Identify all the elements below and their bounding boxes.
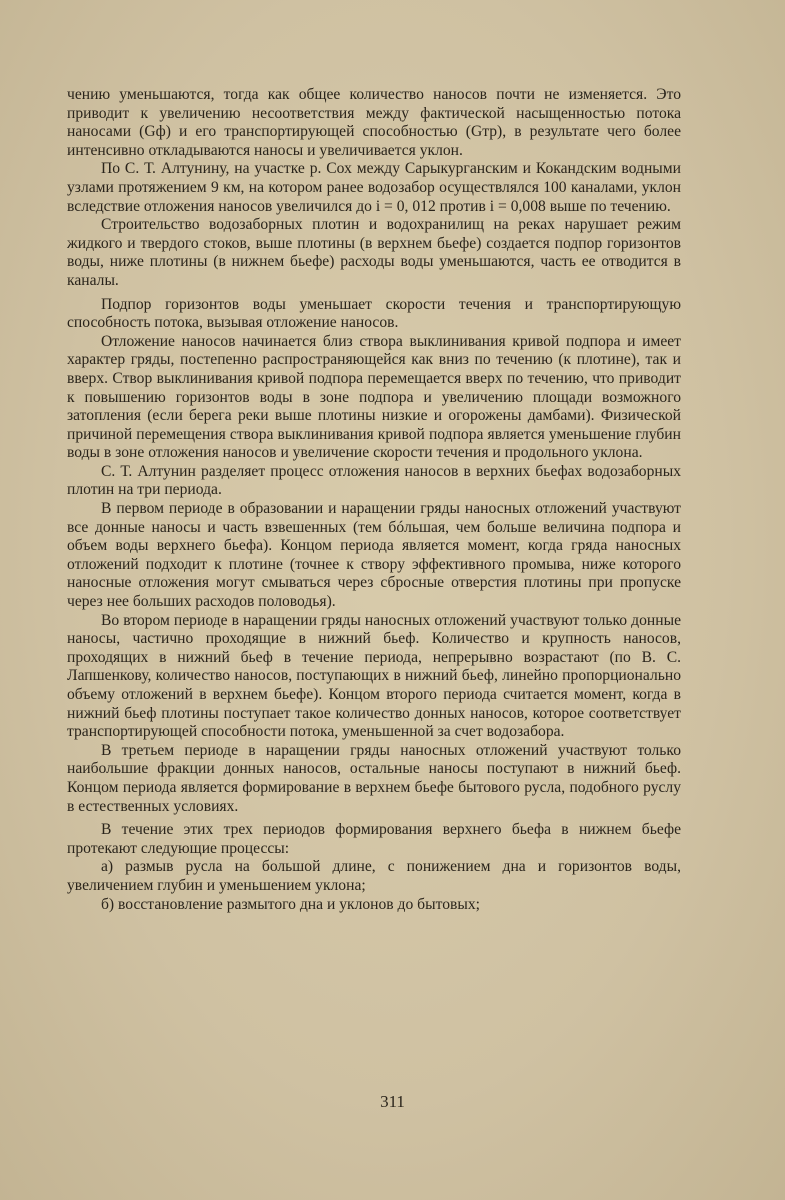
paragraph-6: С. Т. Алтунин разделяет процесс отложения наносов в верхних бьефах водозаборных плотин на три периода. (67, 462, 681, 499)
paragraph-5: Отложение наносов начинается близ створа выклинивания кривой подпора и имеет характер гряды, постепенно распространяющейся как вниз по течению (к плотине), так и вверх. Створ выклинивания кривой подпора перемещается вверх по течению, что приводит к повышению горизонтов воды в зоне подпора и увеличению площади возможного затопления (если берега реки выше плотины низкие и огорожены дамбами). Физической причиной перемещения створа выклинивания кривой подпора является уменьшение глубин воды в зоне отложения наносов и увеличение скорости течения и продольного уклона. (67, 332, 681, 462)
page-number: 311 (380, 1092, 405, 1111)
paragraph-7: В первом периоде в образовании и наращении гряды наносных отложений участвуют все донные наносы и часть взвешенных (тем бóльшая, чем больше величина подпора и объем воды верхнего бьефа). Концом периода является момент, когда гряда наносных отложений подходит к плотине (точнее к створу эффективного промыва, ниже которого наносные отложения могут смываться через сбросные отверстия плотины при пропуске через нее больших расходов половодья). (67, 500, 681, 611)
paragraph-1: чению уменьшаются, тогда как общее количество наносов почти не изменяется. Это приводит к увеличению несоответствия между фактической насыщенностью потока наносами (Gф) и его транспортирующей способностью (Gтр), в результате чего более интенсивно откладываются наносы и увеличивается уклон. (67, 86, 681, 159)
paragraph-3: Строительство водозаборных плотин и водохранилищ на реках нарушает режим жидкого и твердого стоков, выше плотины (в верхнем бьефе) создается подпор горизонтов воды, ниже плотины (в нижнем бьефе) расходы воды уменьшаются, часть ее отводится в каналы. (67, 216, 681, 289)
paragraph-4: Подпор горизонтов воды уменьшает скорости течения и транспортирующую способность потока, вызывая отложение наносов. (67, 295, 681, 332)
paragraph-10: В течение этих трех периодов формирования верхнего бьефа в нижнем бьефе протекают следующие процессы: (67, 821, 681, 857)
list-item-b: б) восстановление размытого дна и уклонов до бытовых; (101, 895, 480, 913)
list-item-a: а) размыв русла на большой длине, с понижением дна и горизонтов воды, увеличением глубин и уменьшением уклона; (67, 858, 681, 894)
paragraph-8: Во втором периоде в наращении гряды наносных отложений участвуют только донные наносы, частично проходящие в нижний бьеф. Количество и крупность наносов, проходящих в нижний бьеф в течение периода, непрерывно возрастают (по В. С. Лапшенкову, количество наносов, поступающих в нижний бьеф, линейно пропорционально объему отложений в верхнем бьефе). Концом второго периода считается момент, когда в нижний бьеф плотины поступает такое количество донных наносов, которое соответствует транспортирующей способности потока, уменьшенной за счет водозабора. (67, 611, 681, 741)
paragraph-9: В третьем периоде в наращении гряды наносных отложений участвуют только наибольшие фракции донных наносов, остальные наносы поступают в нижний бьеф. Концом периода является формирование в верхнем бьефе бытового русла, подобного руслу в естественных условиях. (67, 741, 681, 815)
body-text (67, 86, 681, 914)
paragraph-2: По С. Т. Алтунину, на участке р. Сох между Сарыкурганским и Кокандским водными узлами протяжением 9 км, на котором ранее водозабор осуществлялся 100 каналами, уклон вследствие отложения наносов увеличился до i = 0, 012 против i = 0,008 выше по течению. (67, 160, 681, 215)
